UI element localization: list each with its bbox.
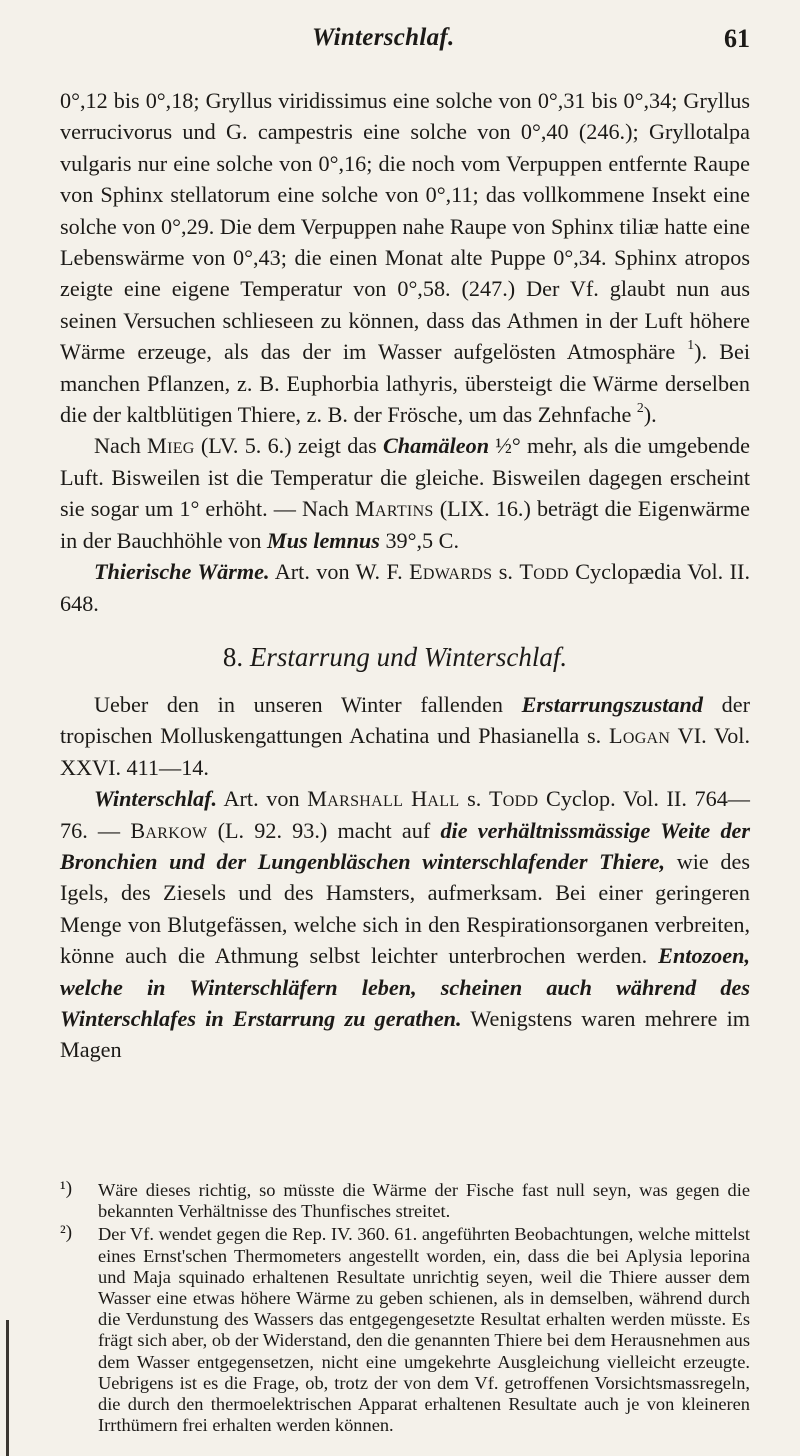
species-term: Chamäleon	[383, 433, 490, 459]
page-edge-line	[6, 1320, 9, 1456]
footnote-1	[60, 1180, 750, 1222]
text-run: Cyclop. Vol. II. 764—76. —	[60, 786, 750, 843]
topic-term: Winterschlaf.	[94, 786, 218, 812]
paragraph-reference	[60, 556, 750, 619]
emphasis-text: die verhältnissmässige Weite der Bronchien und der Lungenbläschen winterschlafender Thiere,	[60, 817, 751, 874]
text-run: Ueber den in unseren Winter fallenden	[94, 691, 522, 717]
paragraph-insect-temperatures	[60, 85, 750, 430]
emphasis-text: Entozoen, welche in Winterschläfern leben, scheinen auch während des Winterschlafes in Erstarrung zu gerathen.	[60, 943, 750, 1031]
text-run: Art. von W. F.	[269, 559, 410, 585]
text-run: (L. 92. 93.) macht auf	[207, 817, 441, 843]
topic-term: Erstarrungszustand	[521, 691, 703, 717]
text-run: 0°,12 bis 0°,18;	[60, 88, 206, 113]
text-run: Gryllus viridissimus eine solche von 0°,31 bis 0°,34; Gryllus verrucivorus und G. campestris eine solche von 0°,40 (246.); Gryllotalpa vulgaris nur eine solche von 0°,16; die noch vom Verpuppen entfernte Raupe von Sphinx stellatorum eine solche von 0°,11; das vollkommene Insekt eine solche von 0°,29. Die dem Verpuppen nahe Raupe von Sphinx tiliæ hatte eine Lebenswärme von 0°,43; die einen Monat alte Puppe 0°,34. Sphinx atropos zeigte eine eigene Temperatur von 0°,58. (247.) Der Vf. glaubt nun aus seinen Versuchen schlieseen zu können, dass das Athmen in der Luft höhere Wärme erzeuge, als das der im Wasser aufgelösten Atmosphäre	[60, 88, 750, 365]
text-run: ).	[643, 402, 657, 428]
text-run: wie des Igels, des Ziesels und des Hamsters, aufmerksam. Bei einer geringeren Menge von Blutgefässen, welche sich in den Respirationsorganen verbreiten, könne auch die Athmung selbst leichter unterbrochen werden.	[60, 848, 750, 969]
text-run: ). Bei manchen Pflanzen, z. B. Euphorbia lathyris, übersteigt die Wärme derselben die der kaltblütigen Thiere, z. B. der Frösche, um das Zehnfache	[60, 339, 751, 428]
topic-term: Thierische Wärme.	[94, 559, 270, 585]
text-run: 39°,5 C.	[379, 527, 460, 553]
author-name: Marshall Hall	[307, 786, 460, 812]
footnote-ref-1: 1	[687, 337, 695, 353]
section-title-part: und	[369, 641, 424, 672]
running-head: Winterschlaf.	[312, 24, 455, 51]
author-name: Barkow	[130, 817, 208, 843]
page-number: 61	[724, 24, 750, 53]
text-run: Wenigstens waren mehrere im Magen	[60, 1005, 750, 1063]
footnote-text: Wäre dieses richtig, so müsste die Wärme der Fische fast null seyn, was gegen die bekannten Verhältnisse des Thunfisches streitet.	[98, 1180, 750, 1222]
text-run: VI. Vol. XXVI. 411—14.	[60, 723, 751, 780]
body-text	[60, 85, 750, 1066]
section-number: 8.	[222, 641, 250, 672]
author-name: Todd	[488, 786, 539, 812]
text-run: der tropischen Molluskengattungen Achatina und Phasianella s.	[60, 691, 750, 749]
paragraph-chameleon	[60, 430, 750, 556]
paragraph-hibernation	[60, 783, 750, 1066]
page-header	[60, 24, 750, 64]
section-heading	[60, 637, 750, 677]
text-run: s.	[492, 559, 520, 585]
author-name: Todd	[519, 559, 569, 585]
author-name: Mieg	[147, 433, 195, 459]
text-run: s.	[459, 786, 489, 812]
text-run: ½° mehr, als die umgebende Luft. Bisweilen ist die Temperatur die gleiche. Bisweilen dagegen erscheint sie sogar um 1° erhöht. — Nach	[60, 433, 750, 522]
author-name: Edwards	[409, 559, 493, 585]
text-run: Cyclopædia Vol. II. 648.	[60, 559, 750, 616]
text-run: Art. von	[217, 786, 308, 812]
section-title-part: Winterschlaf.	[423, 641, 568, 672]
paragraph-mollusks	[60, 689, 750, 783]
footnote-mark: ¹)	[60, 1178, 73, 1199]
text-run: (LV. 5. 6.) zeigt das	[194, 433, 383, 459]
author-name: Logan	[609, 723, 671, 749]
footnote-2	[60, 1224, 750, 1436]
section-title-part: Erstarrung	[249, 641, 370, 672]
species-term: Mus lemnus	[267, 527, 380, 553]
author-name: Martins	[354, 496, 434, 522]
text-run: (LIX. 16.) beträgt die Eigenwärme in der Bauchhöhle von	[60, 496, 750, 553]
text-run: Nach	[94, 433, 148, 459]
footnote-text: Der Vf. wendet gegen die Rep. IV. 360. 61. angeführten Beobachtungen, welche mittelst eines Ernst'schen Thermometers angestellt worden, ein, dass die bei Aplysia leporina und Maja squinado erhaltenen Resultate unrichtig seyen, weil die Thiere ausser dem Wasser eine etwas höhere Wärme zu geben schienen, als in demselben, während durch die Verdunstung des Wassers das entgegengesetzte Resultat erhalten werden müsste. Es frägt sich aber, ob der Widerstand, den die genannten Thiere bei dem Herausnehmen aus dem Wasser entgegensetzen, nicht eine umgekehrte Ausgleichung vielleicht erzeugte. Uebrigens ist es die Frage, ob, trotz der von dem Vf. getroffenen Vorsichtsmassregeln, die durch den thermoelektrischen Apparat erhaltenen Resultate auch je von kleineren Irrthümern frei erhalten werden können.	[98, 1224, 750, 1436]
footnote-ref-2: 2	[636, 400, 644, 416]
footnotes	[60, 1180, 750, 1438]
footnote-mark: ²)	[60, 1222, 73, 1244]
